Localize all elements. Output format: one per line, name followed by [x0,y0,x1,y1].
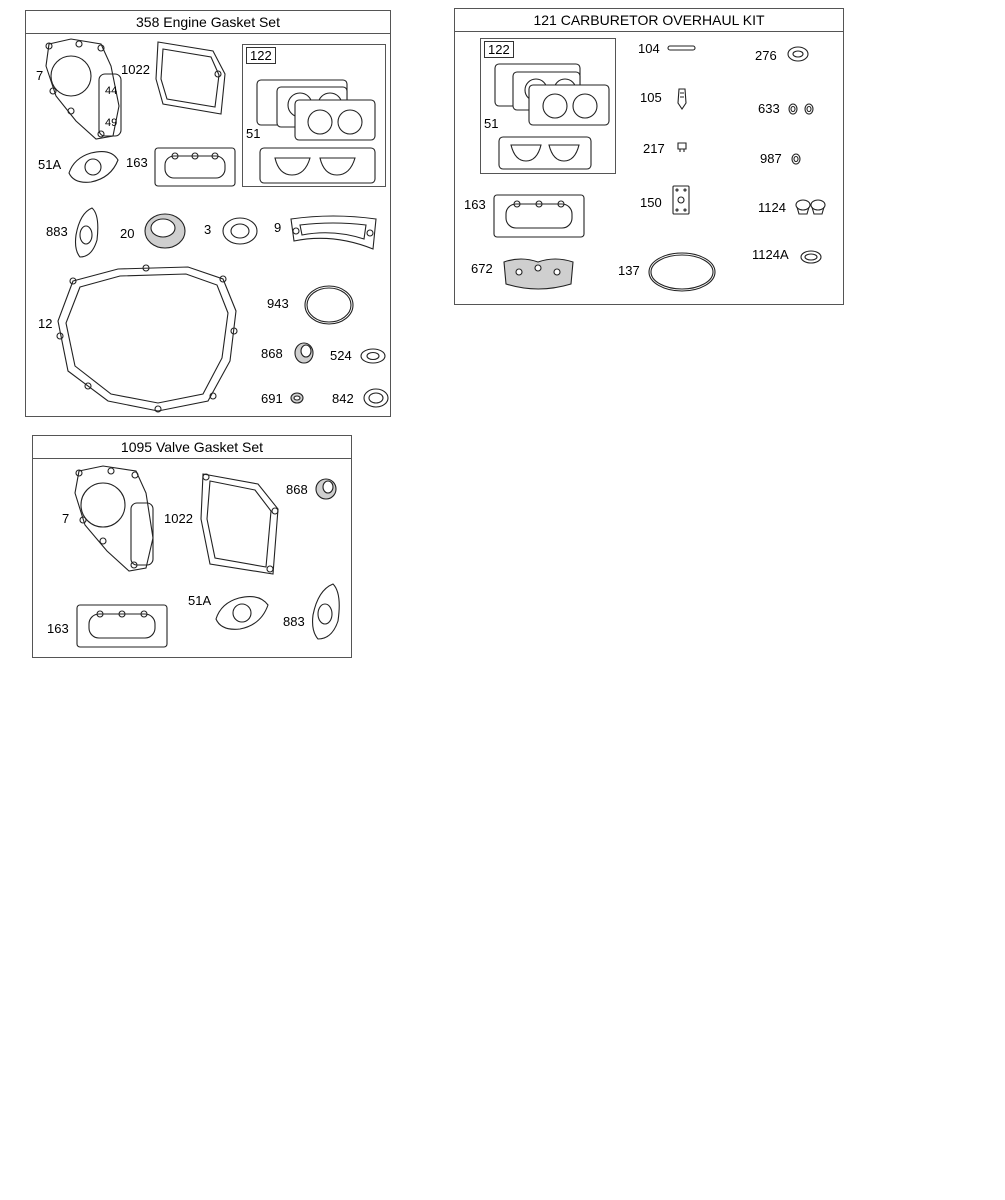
gasket-9-drawing [288,211,380,253]
o-ring-943-drawing [303,284,355,326]
part-label-44: 44 [105,85,118,97]
carb-spacer-gasket-drawing [492,193,587,239]
part-label-1022: 1022 [164,511,193,526]
part-label-524: 524 [330,348,352,363]
panel-title: 1095 Valve Gasket Set [33,436,351,459]
exhaust-gasket-drawing [309,581,344,643]
o-ring-137-drawing [647,251,717,293]
engine-gasket-set-panel [25,10,391,417]
carb-gaskets-drawing [255,70,380,185]
panel-title: 121 CARBURETOR OVERHAUL KIT [455,9,843,32]
needle-105-drawing [675,85,689,111]
part-label-7: 7 [62,511,70,526]
exhaust-gasket-drawing [72,205,102,260]
intake-gasket-drawing [213,593,271,633]
intake-gasket-drawing [66,148,121,186]
carb-gaskets-drawing [493,59,613,171]
carb-spacer-gasket-drawing [75,603,170,649]
part-label-51: 51 [484,116,499,131]
washer-3-drawing [221,216,259,246]
part-label-1022: 1022 [121,62,150,77]
gasket-672-drawing [501,254,576,296]
washer-276-drawing [786,45,810,63]
part-label-51: 51 [246,126,261,141]
part-label-12: 12 [38,316,53,331]
part-label-163: 163 [47,621,69,636]
spring-217-drawing [675,140,689,154]
sub-box-tag-122: 122 [246,47,276,64]
seal-691-drawing [289,390,305,406]
part-label-987: 987 [760,151,782,166]
crankcase-gasket-drawing [48,261,238,411]
part-label-1124a: 1124A [752,247,789,262]
sub-box-tag-122: 122 [484,41,514,58]
part-label-868: 868 [286,482,308,497]
carb-spacer-gasket-drawing [153,146,238,188]
pin-104-drawing [667,44,697,52]
part-label-883: 883 [46,224,68,239]
washer-524-drawing [359,347,387,365]
part-label-672: 672 [471,261,493,276]
washer-1124a-drawing [799,249,823,265]
part-label-20: 20 [120,226,135,241]
valve-seal-868-drawing [292,341,316,365]
plate-150-drawing [671,184,691,216]
part-label-633: 633 [758,101,780,116]
part-label-137: 137 [618,263,640,278]
part-label-49: 49 [105,117,118,129]
cylinder-head-gasket-drawing [71,463,161,573]
part-label-163: 163 [126,155,148,170]
valve-cover-gasket-drawing [198,469,283,579]
seal-987-drawing [790,152,802,166]
carburetor-overhaul-kit-panel [454,8,844,305]
seals-633-drawing [787,102,817,116]
part-label-105: 105 [640,90,662,105]
part-label-7: 7 [36,68,44,83]
part-label-3: 3 [204,222,212,237]
valve-seal-868-drawing [314,477,340,501]
part-label-51a: 51A [188,593,212,608]
part-label-51a: 51A [38,157,62,172]
washer-842-drawing [362,387,390,409]
part-label-883: 883 [283,614,305,629]
part-label-104: 104 [638,41,660,56]
carb-gasket-sub-box [242,44,386,187]
part-label-691: 691 [261,391,283,406]
part-label-943: 943 [267,296,289,311]
oil-seal-drawing [143,211,188,251]
carb-gasket-sub-box [480,38,616,174]
caps-1124-drawing [794,198,826,218]
part-label-9: 9 [274,220,282,235]
part-label-217: 217 [643,141,665,156]
panel-title: 358 Engine Gasket Set [26,11,390,34]
part-label-842: 842 [332,391,354,406]
part-label-868: 868 [261,346,283,361]
part-label-1124: 1124 [758,200,786,215]
valve-cover-gasket-drawing [153,39,228,119]
valve-gasket-set-panel [32,435,352,658]
part-label-150: 150 [640,195,662,210]
part-label-276: 276 [755,48,777,63]
part-label-163: 163 [464,197,486,212]
